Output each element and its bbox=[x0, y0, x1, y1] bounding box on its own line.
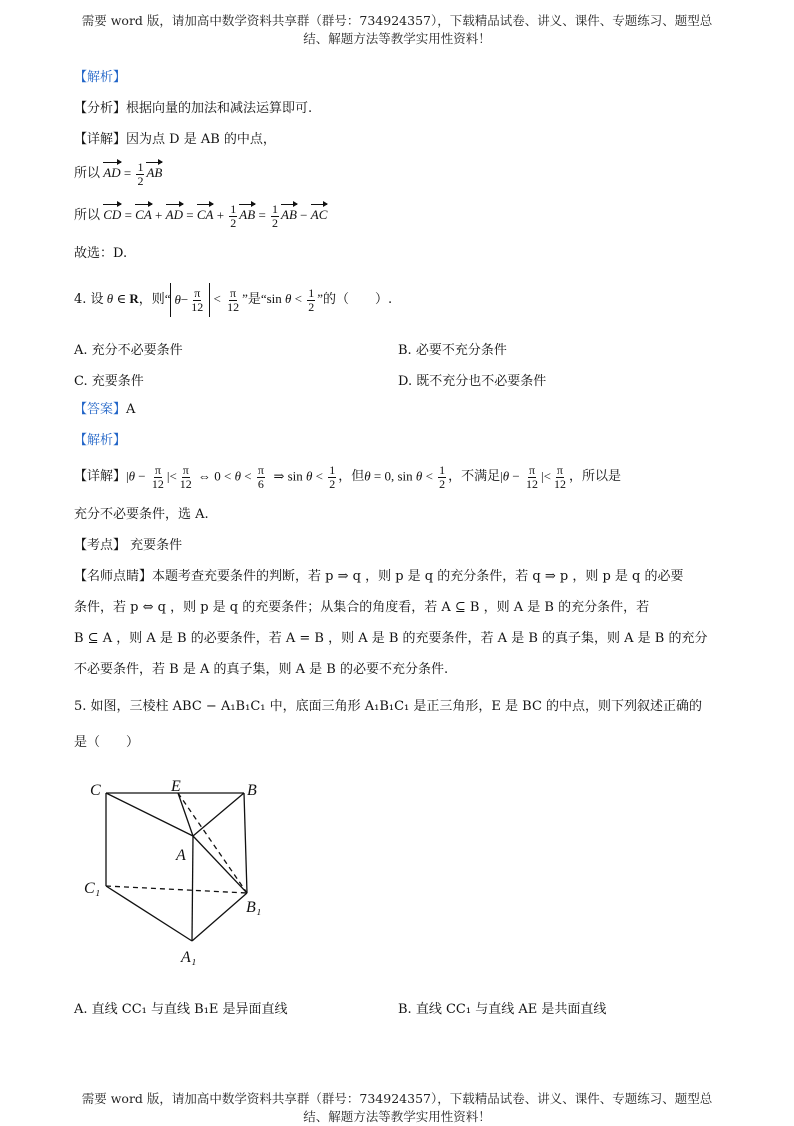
label-C1: C₁ bbox=[84, 880, 101, 897]
q4-mingshi-line-1: 【名师点睛】本题考查充要条件的判断，若 p ⇒ q ，则 p 是 q 的充分条件，若 q ⇒ p ，则 p 是 q 的必要 bbox=[74, 569, 684, 584]
q3-formula-2-math: CD = CA + AD = CA + $\frac{1}{2}$ AB = $\frac{1}{2}$ AB − AC bbox=[103, 201, 328, 230]
q4-mingshi-line-3: B ⊆ A ，则 A 是 B 的必要条件，若 A = B ，则 A 是 B 的充要条件，若 A 是 B 的真子集，则 A 是 B 的充分 bbox=[74, 631, 708, 646]
q3-xiangjie-tag: 【详解】 bbox=[74, 132, 127, 147]
q4-xiangjie bbox=[74, 457, 621, 497]
label-C: C bbox=[90, 782, 101, 799]
q4-xiangjie-tag: 【详解】 bbox=[74, 469, 127, 484]
label-B1: B₁ bbox=[246, 899, 262, 916]
edge-BB1 bbox=[244, 793, 247, 893]
header-line-2: 结、解题方法等教学实用性资料！ bbox=[303, 31, 491, 46]
q4-xiangjie-end: ，所以是 bbox=[568, 469, 621, 484]
q5-stem-line-2: 是（ ） bbox=[74, 735, 140, 750]
q4-jiexi-tag: 【解析】 bbox=[74, 433, 127, 448]
q4-stem bbox=[74, 281, 392, 319]
label-A1: A₁ bbox=[181, 949, 197, 966]
edge-A1B1 bbox=[192, 893, 247, 941]
edge-AB1 bbox=[193, 836, 247, 893]
edge-AB bbox=[193, 793, 244, 836]
q4-option-b: B. 必要不充分条件 bbox=[398, 343, 507, 358]
q4-mingshi-line-4: 不必要条件，若 B 是 A 的真子集，则 A 是 B 的必要不充分条件. bbox=[74, 662, 449, 677]
q3-suoyi-1: 所以 bbox=[74, 166, 101, 181]
footer-line-1: 需要 word 版，请加高中数学资料共享群（群号：734924357），下载精品试卷、讲义、课件、专题练习、题型总 bbox=[81, 1091, 713, 1106]
q4-mingshi-tag: 【名师点睛】 bbox=[74, 569, 153, 584]
page-footer bbox=[60, 1090, 734, 1126]
q4-xiangjie-mid2: ，不满足 bbox=[448, 469, 501, 484]
edge-EB1-dashed bbox=[178, 793, 247, 893]
q4-option-d: D. 既不充分也不必要条件 bbox=[398, 374, 547, 389]
q4-answer bbox=[74, 400, 135, 420]
edge-C1A1 bbox=[106, 886, 192, 941]
q3-fenxi bbox=[74, 99, 312, 119]
q4-stem-tail: 的（ ）. bbox=[323, 292, 393, 307]
label-B: B bbox=[247, 782, 257, 799]
q3-formula-1-math: AD = $\frac{1}{2}$ AB bbox=[103, 159, 163, 188]
q3-formula-1 bbox=[74, 157, 162, 191]
page-header bbox=[60, 12, 734, 48]
q4-answer-value: A bbox=[126, 402, 136, 417]
label-E: E bbox=[171, 778, 181, 795]
q4-xiangjie-math-1: |θ − $\frac{\pi}{12}$ |< $\frac{\pi}{12}$ ⇔ 0 < θ < $\frac{\pi}{6}$ ⇒ sin θ < $\frac{1}{2}$ bbox=[126, 462, 336, 491]
q3-choice: 故选：D. bbox=[74, 246, 128, 261]
prism-figure bbox=[80, 776, 300, 976]
q4-kaodian-text: 充要条件 bbox=[130, 538, 183, 553]
q4-answer-tag: 【答案】 bbox=[74, 402, 127, 417]
footer-line-2: 结、解题方法等教学实用性资料！ bbox=[303, 1109, 491, 1124]
header-line-1: 需要 word 版，请加高中数学资料共享群（群号：734924357），下载精品试卷、讲义、课件、专题练习、题型总 bbox=[81, 13, 713, 28]
edge-AA1 bbox=[192, 836, 193, 941]
q4-xiangjie-mid: ，但 bbox=[338, 469, 365, 484]
label-A: A bbox=[176, 847, 186, 864]
edge-C1B1-dashed bbox=[106, 886, 247, 893]
q4-mingshi-line-2: 条件，若 p ⇔ q ，则 p 是 q 的充要条件；从集合的角度看，若 A ⊆ B ，则 A 是 B 的充分条件，若 bbox=[74, 600, 650, 615]
q3-fenxi-tag: 【分析】 bbox=[74, 101, 127, 116]
q5-stem-line-1: 5. 如图，三棱柱 ABC − A₁B₁C₁ 中，底面三角形 A₁B₁C₁ 是正三角形，E 是 BC 的中点，则下列叙述正确的 bbox=[74, 699, 703, 714]
q4-xiangjie-math-2: θ = 0, sin θ < $\frac{1}{2}$ bbox=[364, 462, 446, 491]
q4-option-a: A. 充分不必要条件 bbox=[74, 343, 183, 358]
q3-fenxi-text: 根据向量的加法和减法运算即可. bbox=[126, 101, 313, 116]
q4-kaodian bbox=[74, 536, 182, 556]
q3-jiexi-tag: 【解析】 bbox=[74, 70, 127, 85]
q4-kaodian-tag: 【考点】 bbox=[74, 538, 127, 553]
q4-number: 4. 设 bbox=[74, 292, 104, 307]
q3-xiangjie-text: 因为点 D 是 AB 的中点， bbox=[126, 132, 276, 147]
q3-xiangjie bbox=[74, 130, 276, 150]
q4-xiangjie-math-3: |θ − $\frac{\pi}{12}$ |< $\frac{\pi}{12}$ bbox=[500, 462, 566, 491]
q3-suoyi-2: 所以 bbox=[74, 208, 101, 223]
q4-option-c: C. 充要条件 bbox=[74, 374, 144, 389]
q4-stem-math: θ ∈ R，则“ θ − $\frac{\pi}{12}$ < $\frac{\pi}{12}$ ”是“sin θ < $\frac{1}{2}$ ” bbox=[104, 283, 324, 317]
q4-xiangjie-line2: 充分不必要条件，选 A. bbox=[74, 507, 209, 522]
q3-formula-2 bbox=[74, 199, 327, 233]
q5-option-a: A. 直线 CC₁ 与直线 B₁E 是异面直线 bbox=[74, 1002, 288, 1017]
q5-option-b: B. 直线 CC₁ 与直线 AE 是共面直线 bbox=[398, 1002, 607, 1017]
